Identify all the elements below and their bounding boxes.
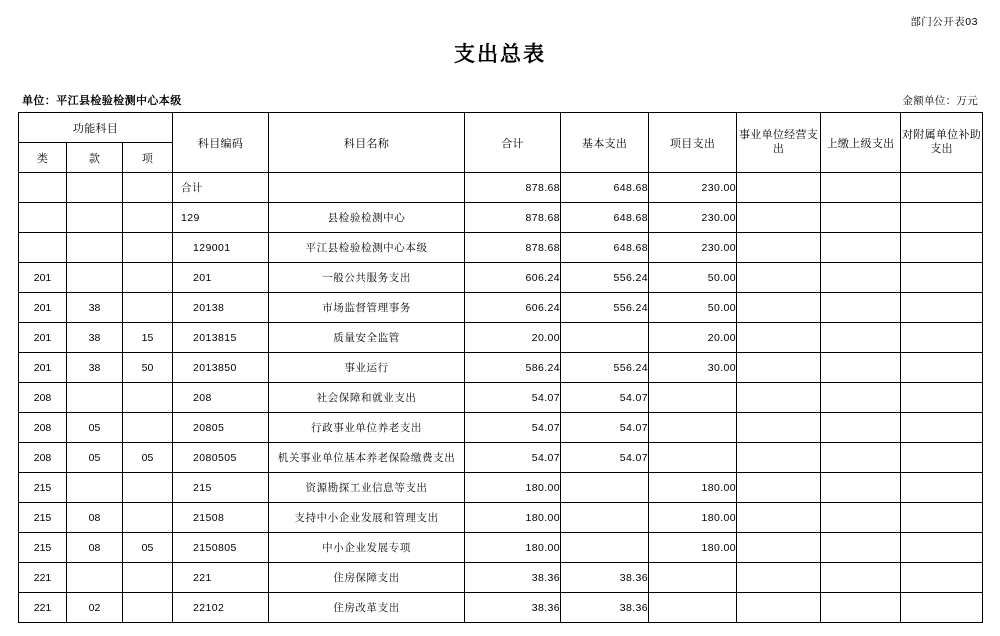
- cell-code: 129: [173, 203, 269, 233]
- cell-code: 2080505: [173, 443, 269, 473]
- cell-lei: 221: [19, 593, 67, 623]
- meta-row: [18, 92, 982, 112]
- cell-total: 54.07: [465, 383, 561, 413]
- cell-kuan: [67, 263, 123, 293]
- cell-project-expenditure: 230.00: [649, 173, 737, 203]
- cell-total: 878.68: [465, 203, 561, 233]
- cell-xiang: 05: [123, 443, 173, 473]
- cell-name: 社会保障和就业支出: [269, 383, 465, 413]
- cell-kuan: 38: [67, 293, 123, 323]
- cell-kuan: 38: [67, 323, 123, 353]
- cell-subsidy-expenditure: [901, 383, 983, 413]
- cell-basic-expenditure: 556.24: [561, 353, 649, 383]
- cell-xiang: [123, 473, 173, 503]
- cell-operating-expenditure: [737, 323, 821, 353]
- cell-kuan: 05: [67, 443, 123, 473]
- table-row: [19, 383, 983, 413]
- cell-project-expenditure: 180.00: [649, 503, 737, 533]
- cell-code: 22102: [173, 593, 269, 623]
- cell-operating-expenditure: [737, 593, 821, 623]
- cell-upper-level-expenditure: [821, 473, 901, 503]
- table-row: [19, 293, 983, 323]
- table-row: [19, 173, 983, 203]
- cell-project-expenditure: 20.00: [649, 323, 737, 353]
- cell-kuan: [67, 473, 123, 503]
- cell-kuan: 05: [67, 413, 123, 443]
- cell-code: 208: [173, 383, 269, 413]
- cell-code: 201: [173, 263, 269, 293]
- cell-name: 事业运行: [269, 353, 465, 383]
- cell-xiang: 05: [123, 533, 173, 563]
- cell-lei: 215: [19, 533, 67, 563]
- cell-total: 54.07: [465, 443, 561, 473]
- cell-total: 878.68: [465, 173, 561, 203]
- cell-subsidy-expenditure: [901, 443, 983, 473]
- cell-upper-level-expenditure: [821, 353, 901, 383]
- cell-lei: 215: [19, 503, 67, 533]
- column-header-total: 合计: [465, 113, 561, 173]
- cell-kuan: 08: [67, 503, 123, 533]
- cell-subsidy-expenditure: [901, 233, 983, 263]
- cell-xiang: [123, 203, 173, 233]
- table-row: [19, 413, 983, 443]
- cell-project-expenditure: 30.00: [649, 353, 737, 383]
- cell-subsidy-expenditure: [901, 593, 983, 623]
- cell-code: 221: [173, 563, 269, 593]
- cell-upper-level-expenditure: [821, 173, 901, 203]
- cell-name: 住房保障支出: [269, 563, 465, 593]
- cell-project-expenditure: [649, 413, 737, 443]
- cell-total: 54.07: [465, 413, 561, 443]
- cell-basic-expenditure: [561, 533, 649, 563]
- cell-xiang: [123, 563, 173, 593]
- cell-upper-level-expenditure: [821, 233, 901, 263]
- cell-total: 586.24: [465, 353, 561, 383]
- cell-subsidy-expenditure: [901, 563, 983, 593]
- cell-subsidy-expenditure: [901, 293, 983, 323]
- cell-kuan: [67, 563, 123, 593]
- cell-code: 129001: [173, 233, 269, 263]
- cell-lei: 208: [19, 413, 67, 443]
- cell-project-expenditure: 230.00: [649, 203, 737, 233]
- table-row: [19, 503, 983, 533]
- cell-operating-expenditure: [737, 413, 821, 443]
- cell-upper-level-expenditure: [821, 563, 901, 593]
- cell-xiang: [123, 503, 173, 533]
- expenditure-summary-table: [18, 112, 983, 623]
- table-row: [19, 533, 983, 563]
- cell-project-expenditure: 180.00: [649, 533, 737, 563]
- cell-xiang: 50: [123, 353, 173, 383]
- cell-operating-expenditure: [737, 443, 821, 473]
- cell-operating-expenditure: [737, 533, 821, 563]
- cell-project-expenditure: 50.00: [649, 263, 737, 293]
- column-header-name: 科目名称: [269, 113, 465, 173]
- cell-kuan: 02: [67, 593, 123, 623]
- cell-upper-level-expenditure: [821, 323, 901, 353]
- form-code-label: 部门公开表03: [910, 16, 978, 28]
- cell-code: 2013815: [173, 323, 269, 353]
- table-row: [19, 593, 983, 623]
- cell-total: 38.36: [465, 593, 561, 623]
- subsidy-header-line2: 支出: [930, 142, 953, 155]
- cell-name: 县检验检测中心: [269, 203, 465, 233]
- cell-xiang: [123, 383, 173, 413]
- cell-name: 机关事业单位基本养老保险缴费支出: [269, 443, 465, 473]
- cell-total: 180.00: [465, 473, 561, 503]
- cell-kuan: [67, 203, 123, 233]
- cell-basic-expenditure: 38.36: [561, 563, 649, 593]
- table-row: [19, 233, 983, 263]
- cell-name: 平江县检验检测中心本级: [269, 233, 465, 263]
- column-header-upper-level-expenditure: 上缴上级支出: [821, 113, 901, 173]
- cell-kuan: [67, 233, 123, 263]
- cell-xiang: [123, 593, 173, 623]
- cell-name: 质量安全监管: [269, 323, 465, 353]
- cell-kuan: 38: [67, 353, 123, 383]
- table-row: [19, 263, 983, 293]
- cell-xiang: 15: [123, 323, 173, 353]
- cell-subsidy-expenditure: [901, 203, 983, 233]
- cell-subsidy-expenditure: [901, 323, 983, 353]
- column-header-basic-expenditure: 基本支出: [561, 113, 649, 173]
- cell-code: 2013850: [173, 353, 269, 383]
- table-body: [19, 173, 983, 623]
- column-header-xiang: 项: [123, 143, 173, 173]
- cell-total: 20.00: [465, 323, 561, 353]
- cell-code: 20138: [173, 293, 269, 323]
- cell-name: 住房改革支出: [269, 593, 465, 623]
- cell-kuan: 08: [67, 533, 123, 563]
- table-row: [19, 203, 983, 233]
- subsidy-header-line1: 对附属单位补助: [901, 128, 982, 141]
- cell-upper-level-expenditure: [821, 593, 901, 623]
- cell-name: [269, 173, 465, 203]
- cell-project-expenditure: [649, 443, 737, 473]
- cell-basic-expenditure: 648.68: [561, 203, 649, 233]
- cell-xiang: [123, 293, 173, 323]
- table-header-row-group: [19, 113, 983, 143]
- cell-upper-level-expenditure: [821, 263, 901, 293]
- cell-project-expenditure: [649, 383, 737, 413]
- cell-upper-level-expenditure: [821, 503, 901, 533]
- table-row: [19, 323, 983, 353]
- cell-xiang: [123, 413, 173, 443]
- cell-project-expenditure: [649, 563, 737, 593]
- cell-operating-expenditure: [737, 263, 821, 293]
- cell-lei: 201: [19, 353, 67, 383]
- cell-name: 资源勘探工业信息等支出: [269, 473, 465, 503]
- cell-xiang: [123, 233, 173, 263]
- cell-upper-level-expenditure: [821, 293, 901, 323]
- table-row: [19, 353, 983, 383]
- cell-subsidy-expenditure: [901, 413, 983, 443]
- cell-xiang: [123, 263, 173, 293]
- cell-basic-expenditure: [561, 503, 649, 533]
- cell-lei: 201: [19, 293, 67, 323]
- cell-operating-expenditure: [737, 503, 821, 533]
- cell-lei: 201: [19, 323, 67, 353]
- cell-basic-expenditure: 54.07: [561, 383, 649, 413]
- column-group-function-subject: 功能科目: [19, 113, 173, 143]
- cell-basic-expenditure: 38.36: [561, 593, 649, 623]
- cell-name: 中小企业发展专项: [269, 533, 465, 563]
- cell-operating-expenditure: [737, 473, 821, 503]
- cell-code: 215: [173, 473, 269, 503]
- amount-unit-label: 金额单位：万元: [902, 95, 978, 107]
- cell-upper-level-expenditure: [821, 533, 901, 563]
- column-header-code: 科目编码: [173, 113, 269, 173]
- cell-lei: [19, 203, 67, 233]
- cell-code: 20805: [173, 413, 269, 443]
- cell-upper-level-expenditure: [821, 383, 901, 413]
- unit-label: 单位：平江县检验检测中心本级: [22, 95, 182, 107]
- table-row: [19, 473, 983, 503]
- cell-operating-expenditure: [737, 353, 821, 383]
- column-header-operating-expenditure: [737, 113, 821, 173]
- cell-kuan: [67, 173, 123, 203]
- cell-project-expenditure: [649, 593, 737, 623]
- cell-lei: 208: [19, 383, 67, 413]
- table-row: [19, 443, 983, 473]
- cell-name: 一般公共服务支出: [269, 263, 465, 293]
- cell-upper-level-expenditure: [821, 413, 901, 443]
- cell-subsidy-expenditure: [901, 263, 983, 293]
- cell-subsidy-expenditure: [901, 503, 983, 533]
- cell-operating-expenditure: [737, 563, 821, 593]
- cell-project-expenditure: 180.00: [649, 473, 737, 503]
- cell-basic-expenditure: [561, 323, 649, 353]
- cell-kuan: [67, 383, 123, 413]
- cell-basic-expenditure: 648.68: [561, 173, 649, 203]
- cell-name: 市场监督管理事务: [269, 293, 465, 323]
- cell-operating-expenditure: [737, 383, 821, 413]
- cell-total: 38.36: [465, 563, 561, 593]
- cell-code: 2150805: [173, 533, 269, 563]
- cell-lei: 201: [19, 263, 67, 293]
- cell-operating-expenditure: [737, 233, 821, 263]
- cell-code: 21508: [173, 503, 269, 533]
- cell-basic-expenditure: 54.07: [561, 443, 649, 473]
- cell-subsidy-expenditure: [901, 533, 983, 563]
- column-header-subsidy-expenditure: [901, 113, 983, 173]
- cell-project-expenditure: 230.00: [649, 233, 737, 263]
- column-header-lei: 类: [19, 143, 67, 173]
- cell-lei: 221: [19, 563, 67, 593]
- cell-basic-expenditure: 648.68: [561, 233, 649, 263]
- cell-basic-expenditure: 556.24: [561, 293, 649, 323]
- cell-operating-expenditure: [737, 203, 821, 233]
- cell-basic-expenditure: 54.07: [561, 413, 649, 443]
- cell-code: 合计: [173, 173, 269, 203]
- cell-subsidy-expenditure: [901, 173, 983, 203]
- cell-lei: 208: [19, 443, 67, 473]
- cell-operating-expenditure: [737, 173, 821, 203]
- cell-name: 行政事业单位养老支出: [269, 413, 465, 443]
- cell-total: 606.24: [465, 263, 561, 293]
- cell-xiang: [123, 173, 173, 203]
- operating-header-line1: 事业单位经营支: [738, 128, 819, 141]
- operating-header-line2: 出: [772, 142, 785, 155]
- cell-total: 180.00: [465, 503, 561, 533]
- cell-name: 支持中小企业发展和管理支出: [269, 503, 465, 533]
- table-row: [19, 563, 983, 593]
- column-header-kuan: 款: [67, 143, 123, 173]
- cell-upper-level-expenditure: [821, 443, 901, 473]
- cell-upper-level-expenditure: [821, 203, 901, 233]
- cell-subsidy-expenditure: [901, 473, 983, 503]
- page-title: 支出总表: [454, 43, 546, 66]
- cell-total: 606.24: [465, 293, 561, 323]
- cell-lei: 215: [19, 473, 67, 503]
- cell-lei: [19, 173, 67, 203]
- cell-lei: [19, 233, 67, 263]
- cell-subsidy-expenditure: [901, 353, 983, 383]
- cell-project-expenditure: 50.00: [649, 293, 737, 323]
- cell-operating-expenditure: [737, 293, 821, 323]
- cell-total: 878.68: [465, 233, 561, 263]
- cell-total: 180.00: [465, 533, 561, 563]
- cell-basic-expenditure: 556.24: [561, 263, 649, 293]
- cell-basic-expenditure: [561, 473, 649, 503]
- column-header-project-expenditure: 项目支出: [649, 113, 737, 173]
